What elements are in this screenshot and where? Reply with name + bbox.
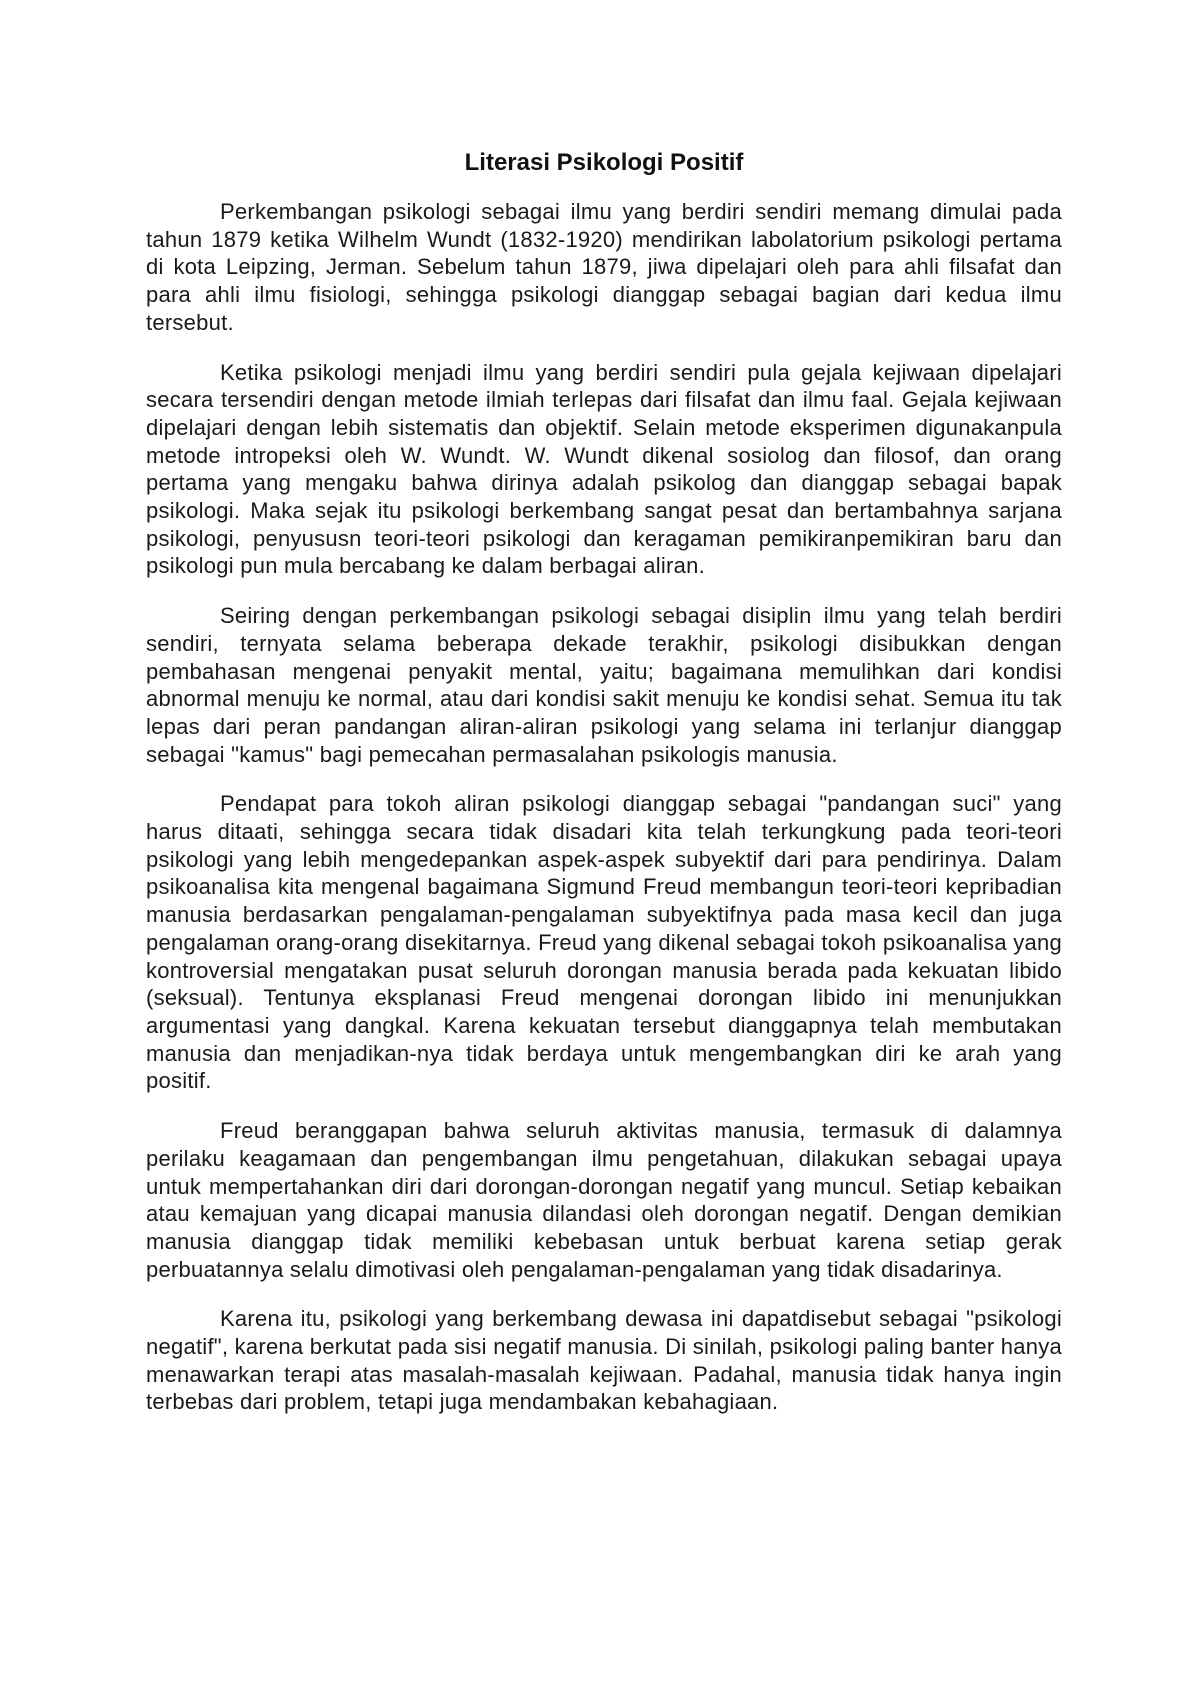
paragraph-2: Ketika psikologi menjadi ilmu yang berdiri sendiri pula gejala kejiwaan dipelajari secara tersendiri dengan metode ilmiah terlepas dari filsafat dan ilmu faal. Gejala kejiwaan dipelajari dengan lebih sistematis dan objektif. Selain metode eksperimen digunakanpula metode intropeksi oleh W. Wundt. W. Wundt dikenal sosiolog dan filosof, dan orang pertama yang mengaku bahwa dirinya adalah psikolog dan dianggap sebagai bapak psikologi. Maka sejak itu psikologi berkembang sangat pesat dan bertambahnya sarjana psikologi, penyususn teori-teori psikologi dan keragaman pemikiranpemikiran baru dan psikologi pun mula bercabang ke dalam berbagai aliran.	[146, 359, 1062, 579]
paragraph-5: Freud beranggapan bahwa seluruh aktivitas manusia, termasuk di dalamnya perilaku keagamaan dan pengembangan ilmu pengetahuan, dilakukan sebagai upaya untuk mempertahankan diri dari dorongan-dorongan negatif yang muncul. Setiap kebaikan atau kemajuan yang dicapai manusia dilandasi oleh dorongan negatif. Dengan demikian manusia dianggap tidak memiliki kebebasan untuk berbuat karena setiap gerak perbuatannya selalu dimotivasi oleh pengalaman-pengalaman yang tidak disadarinya.	[146, 1118, 1062, 1282]
document-title: Literasi Psikologi Positif	[464, 149, 744, 176]
document-body	[146, 198, 1062, 1438]
paragraph-6: Karena itu, psikologi yang berkembang dewasa ini dapatdisebut sebagai "psikologi negatif", karena berkutat pada sisi negatif manusia. Di sinilah, psikologi paling banter hanya menawarkan terapi atas masalah-masalah kejiwaan. Padahal, manusia tidak hanya ingin terbebas dari problem, tetapi juga mendambakan kebahagiaan.	[146, 1306, 1062, 1415]
paragraph-4: Pendapat para tokoh aliran psikologi dianggap sebagai "pandangan suci" yang harus ditaati, sehingga secara tidak disadari kita telah terkungkung pada teori-teori psikologi yang lebih mengedepankan aspek-aspek subyektif dari para pendirinya. Dalam psikoanalisa kita mengenal bagaimana Sigmund Freud membangun teori-teori kepribadian manusia berdasarkan pengalaman-pengalaman subyektifnya pada masa kecil dan juga pengalaman orang-orang disekitarnya. Freud yang dikenal sebagai tokoh psikoanalisa yang kontroversial mengatakan pusat seluruh dorongan manusia berada pada kekuatan libido (seksual). Tentunya eksplanasi Freud mengenai dorongan libido ini menunjukkan argumentasi yang dangkal. Karena kekuatan tersebut dianggapnya telah membutakan manusia dan menjadikan-nya tidak berdaya untuk mengembangkan diri ke arah yang positif.	[146, 791, 1062, 1094]
paragraph-3: Seiring dengan perkembangan psikologi sebagai disiplin ilmu yang telah berdiri sendiri, ternyata selama beberapa dekade terakhir, psikologi disibukkan dengan pembahasan mengenai penyakit mental, yaitu; bagaimana memulihkan dari kondisi abnormal menuju ke normal, atau dari kondisi sakit menuju ke kondisi sehat. Semua itu tak lepas dari peran pandangan aliran-aliran psikologi yang selama ini terlanjur dianggap sebagai "kamus" bagi pemecahan permasalahan psikologis manusia.	[146, 603, 1062, 767]
paragraph-1: Perkembangan psikologi sebagai ilmu yang berdiri sendiri memang dimulai pada tahun 1879 ketika Wilhelm Wundt (1832-1920) mendirikan labolatorium psikologi pertama di kota Leipzing, Jerman. Sebelum tahun 1879, jiwa dipelajari oleh para ahli filsafat dan para ahli ilmu fisiologi, sehingga psikologi dianggap sebagai bagian dari kedua ilmu tersebut.	[146, 199, 1062, 335]
